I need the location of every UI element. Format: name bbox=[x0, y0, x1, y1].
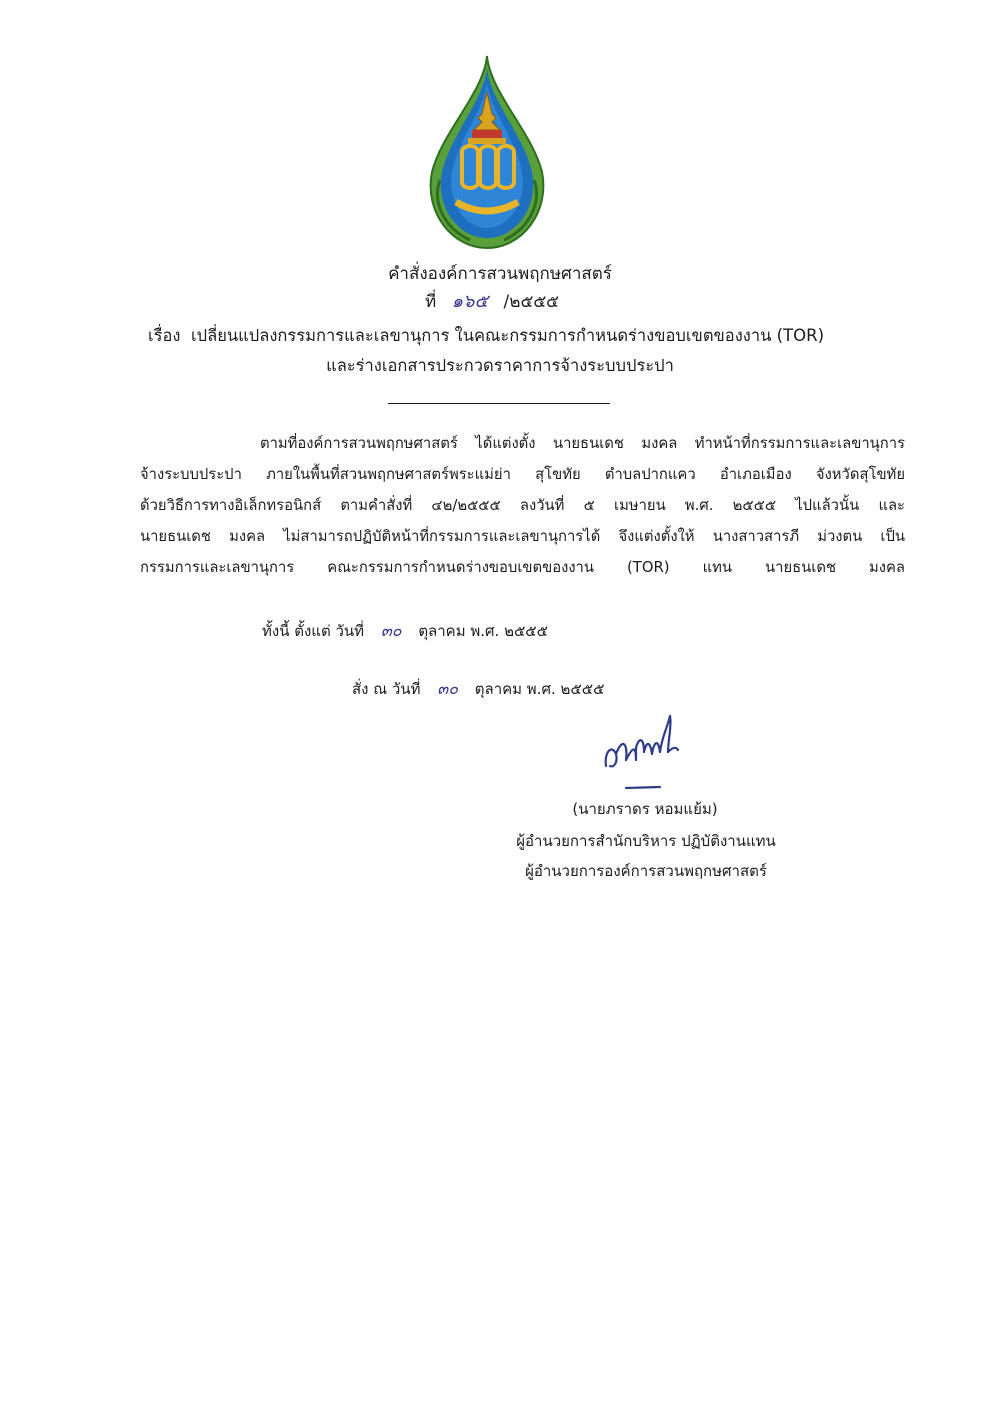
effective-day-handwritten: ๓๐ bbox=[380, 621, 402, 640]
emblem-icon bbox=[422, 52, 552, 252]
signatory-name: (นายภราดร หอมแย้ม) bbox=[572, 800, 718, 818]
ordered-month-year: ตุลาคม พ.ศ. ๒๕๕๕ bbox=[474, 680, 605, 698]
body-line: กรรมการและเลขานุการ คณะกรรมการกำหนดร่างขอบเขตของงาน (TOR) แทน นายธนเดช มงคล bbox=[140, 559, 905, 576]
signatory-position-2: ผู้อำนวยการองค์การสวนพฤกษศาสตร์ bbox=[525, 862, 767, 880]
body-line: ตามที่องค์การสวนพฤกษศาสตร์ ได้แต่งตั้ง นายธนเดช มงคล ทำหน้าที่กรรมการและเลขานุการ bbox=[260, 435, 905, 452]
ordered-date bbox=[352, 676, 604, 702]
organization-emblem bbox=[422, 52, 552, 252]
order-number bbox=[425, 290, 559, 314]
body-paragraph bbox=[140, 428, 905, 583]
body-line: นายธนเดช มงคล ไม่สามารถปฏิบัติหน้าที่กรรมการและเลขานุการได้ จึงแต่งตั้งให้ นางสาวสารภี ม่วงตน เป็น bbox=[140, 528, 905, 545]
subject-line-1 bbox=[148, 323, 824, 349]
effective-prefix: ทั้งนี้ ตั้งแต่ วันที่ bbox=[262, 622, 365, 640]
body-line: ด้วยวิธีการทางอิเล็กทรอนิกส์ ตามคำสั่งที่ ๔๒/๒๕๕๕ ลงวันที่ ๕ เมษายน พ.ศ. ๒๕๕๕ ไปแล้วนั้น และ bbox=[140, 497, 905, 514]
ordered-day-handwritten: ๓๐ bbox=[437, 679, 458, 698]
effective-date bbox=[262, 618, 548, 644]
effective-month-year: ตุลาคม พ.ศ. ๒๕๕๕ bbox=[418, 622, 549, 640]
handwritten-signature bbox=[598, 708, 698, 798]
signature-icon bbox=[598, 708, 698, 798]
order-number-year: /๒๕๕๕ bbox=[503, 292, 560, 312]
body-line: จ้างระบบประปา ภายในพื้นที่สวนพฤกษศาสตร์พระแม่ย่า สุโขทัย ตำบลปากแคว อำเภอเมือง จังหวัดสุโขทัย bbox=[140, 466, 905, 483]
subject-text-1: เปลี่ยนแปลงกรรมการและเลขานุการ ในคณะกรรมการกำหนดร่างขอบเขตของงาน (TOR) bbox=[190, 326, 825, 345]
order-number-handwritten: ๑๖๕ bbox=[451, 291, 489, 312]
divider-line bbox=[388, 403, 610, 404]
order-number-prefix: ที่ bbox=[425, 292, 437, 312]
signatory-position-1: ผู้อำนวยการสำนักบริหาร ปฏิบัติงานแทน bbox=[516, 832, 776, 850]
subject-line-2: และร่างเอกสารประกวดราคาการจ้างระบบประปา bbox=[326, 356, 674, 375]
ordered-prefix: สั่ง ณ วันที่ bbox=[352, 680, 421, 698]
order-title: คำสั่งองค์การสวนพฤกษศาสตร์ bbox=[388, 264, 612, 284]
subject-label: เรื่อง bbox=[148, 326, 181, 345]
